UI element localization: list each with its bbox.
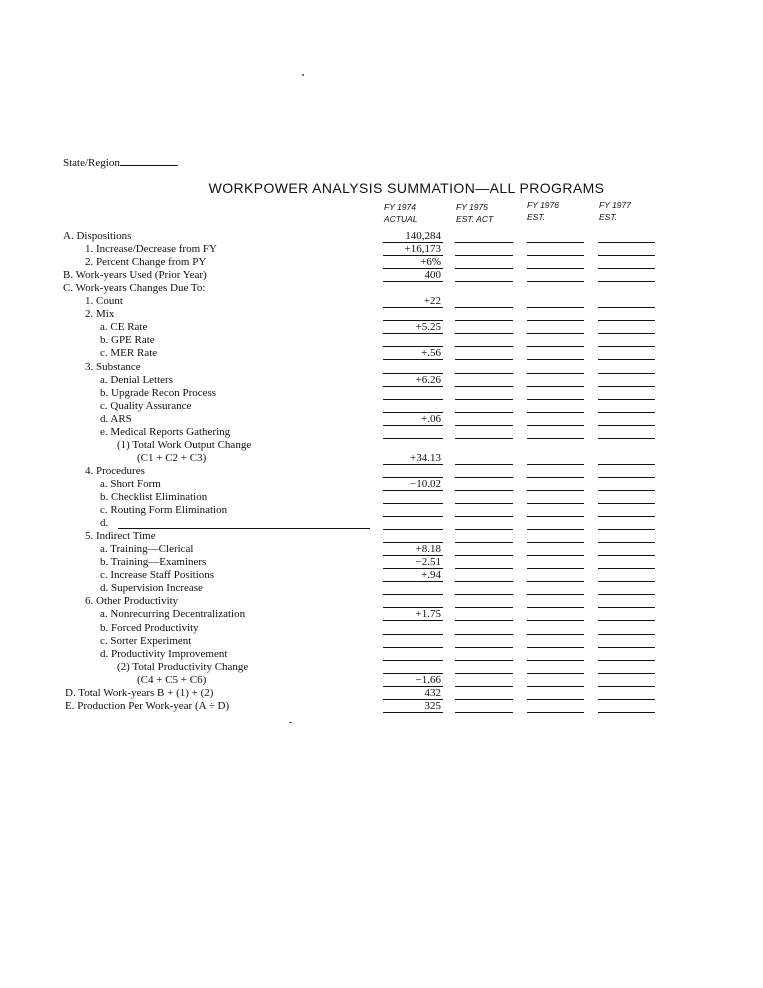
column-header-fy1976: FY 1976 EST. [527,200,559,222]
row-label: 1. Increase/Decrease from FY [85,243,217,256]
value-cell-fy1974[interactable] [383,648,443,661]
row-label: c. Routing Form Elimination [100,504,228,517]
value-cell-fy1977[interactable] [598,426,655,439]
row-label: c. MER Rate [100,347,158,360]
value-cell-fy1974[interactable] [383,308,443,321]
value-cell-fy1975[interactable] [455,687,513,700]
scan-speck [302,74,304,76]
table-row [0,387,763,400]
value-cell-fy1977[interactable] [598,543,655,556]
value-cell-fy1975[interactable] [455,674,513,687]
row-label: d. [100,517,109,530]
value-cell-fy1974[interactable] [383,635,443,648]
value-cell-fy1976[interactable] [527,308,584,321]
value-cell-fy1975[interactable] [455,478,513,491]
row-label: a. CE Rate [100,321,148,334]
table-row [0,243,763,256]
value-cell-fy1976[interactable] [527,334,584,347]
value-cell-fy1974[interactable] [383,556,443,569]
table-row [0,700,763,713]
value-cell-fy1976[interactable] [527,269,584,282]
value-text: +8.18 [415,543,441,556]
value-cell-fy1975[interactable] [455,556,513,569]
blank-entry-line[interactable] [118,528,370,529]
table-row [0,282,763,295]
value-text [441,622,443,634]
row-label: 1. Count [85,295,123,308]
value-cell-fy1975[interactable] [455,230,513,243]
table-row [0,439,763,452]
value-cell-fy1975[interactable] [455,543,513,556]
value-text [441,517,443,529]
value-cell-fy1977[interactable] [598,478,655,491]
value-cell-fy1975[interactable] [455,413,513,426]
value-cell-fy1977[interactable] [598,582,655,595]
table-row [0,582,763,595]
value-cell-fy1976[interactable] [527,295,584,308]
row-label: c. Quality Assurance [100,399,192,412]
value-cell-fy1975[interactable] [455,361,513,374]
value-cell-fy1974[interactable] [383,230,443,243]
value-text: −10.02 [410,477,441,490]
value-cell-fy1974[interactable] [383,687,443,700]
value-cell-fy1976[interactable] [527,595,584,608]
row-label: 3. Substance [85,360,141,373]
value-cell-fy1974[interactable] [383,700,443,713]
value-cell-fy1977[interactable] [598,556,655,569]
row-label: 6. Other Productivity [85,595,179,608]
value-cell-fy1977[interactable] [598,517,655,530]
value-cell-fy1976[interactable] [527,387,584,400]
value-cell-fy1974[interactable] [383,491,443,504]
table-row [0,608,763,621]
row-label: (C4 + C5 + C6) [137,673,207,686]
value-text: 400 [424,269,441,282]
value-cell-fy1974[interactable] [383,387,443,400]
value-cell-fy1975[interactable] [455,334,513,347]
value-cell-fy1974[interactable] [383,295,443,308]
value-cell-fy1974[interactable] [383,334,443,347]
value-cell-fy1977[interactable] [598,295,655,308]
column-header-fy1975: FY 1975 EST. ACT [456,202,494,224]
table-row [0,556,763,569]
value-cell-fy1977[interactable] [598,243,655,256]
value-cell-fy1974[interactable] [383,347,443,360]
table-row [0,426,763,439]
value-text: +.06 [421,412,441,425]
value-cell-fy1976[interactable] [527,478,584,491]
table-row [0,361,763,374]
row-label: b. Checklist Elimination [100,491,208,503]
value-cell-fy1974[interactable] [383,504,443,517]
value-cell-fy1975[interactable] [455,321,513,334]
table-row [0,687,763,700]
value-cell-fy1975[interactable] [455,347,513,360]
value-cell-fy1977[interactable] [598,269,655,282]
row-label: c. Sorter Experiment [100,634,192,647]
value-cell-fy1975[interactable] [455,256,513,269]
table-row [0,543,763,556]
row-label: D. Total Work-years B + (1) + (2) [65,686,214,699]
value-cell-fy1977[interactable] [598,413,655,426]
value-text: +.56 [421,347,441,360]
value-cell-fy1977[interactable] [598,622,655,635]
value-cell-fy1976[interactable] [527,452,584,465]
value-text [441,648,443,660]
row-label: a. Training—Clerical [100,543,194,556]
value-cell-fy1977[interactable] [598,504,655,517]
table-row [0,413,763,426]
value-text: 325 [424,699,441,712]
row-label: d. ARS [100,412,132,425]
value-cell-fy1974[interactable] [383,517,443,530]
value-cell-fy1977[interactable] [598,374,655,387]
value-cell-fy1976[interactable] [527,608,584,621]
value-cell-fy1975[interactable] [455,700,513,713]
value-cell-fy1976[interactable] [527,530,584,543]
value-text [441,400,443,412]
value-cell-fy1975[interactable] [455,569,513,582]
value-cell-fy1976[interactable] [527,426,584,439]
value-cell-fy1975[interactable] [455,530,513,543]
value-text: −1.66 [415,673,441,686]
value-cell-fy1974[interactable] [383,400,443,413]
value-cell-fy1975[interactable] [455,400,513,413]
table-row [0,230,763,243]
row-label: e. Medical Reports Gathering [100,425,231,438]
state-region-label: State/Region [63,157,120,169]
value-text [441,530,443,542]
state-region-blank[interactable] [120,155,178,166]
value-cell-fy1977[interactable] [598,491,655,504]
value-text: +34.13 [410,451,441,464]
table-row [0,465,763,478]
value-cell-fy1976[interactable] [527,674,584,687]
value-text [441,595,443,607]
value-cell-fy1974[interactable] [383,622,443,635]
value-cell-fy1975[interactable] [455,295,513,308]
value-cell-fy1976[interactable] [527,256,584,269]
value-cell-fy1976[interactable] [527,413,584,426]
value-cell-fy1974[interactable] [383,478,443,491]
table-row [0,295,763,308]
value-cell-fy1974[interactable] [383,243,443,256]
value-text [441,387,443,399]
value-cell-fy1976[interactable] [527,700,584,713]
row-label: 5. Indirect Time [85,530,156,543]
row-label: a. Denial Letters [100,373,173,386]
table-row [0,347,763,360]
table-row [0,256,763,269]
value-cell-fy1977[interactable] [598,334,655,347]
value-text: +5.25 [415,321,441,334]
value-cell-fy1977[interactable] [598,530,655,543]
value-cell-fy1977[interactable] [598,308,655,321]
value-cell-fy1974[interactable] [383,595,443,608]
table-row [0,622,763,635]
table-row [0,648,763,661]
row-label: c. Increase Staff Positions [100,569,215,582]
value-cell-fy1977[interactable] [598,608,655,621]
value-text: 140,284 [405,230,441,242]
value-cell-fy1977[interactable] [598,674,655,687]
row-label: d. Productivity Improvement [100,647,228,660]
value-cell-fy1974[interactable] [383,452,443,465]
value-cell-fy1974[interactable] [383,374,443,387]
value-cell-fy1975[interactable] [455,635,513,648]
value-cell-fy1976[interactable] [527,321,584,334]
value-cell-fy1975[interactable] [455,608,513,621]
value-cell-fy1974[interactable] [383,413,443,426]
column-header-fy1977: FY 1977 EST. [599,200,631,222]
value-text [441,334,443,346]
table-row [0,517,763,530]
value-cell-fy1976[interactable] [527,504,584,517]
value-cell-fy1977[interactable] [598,361,655,374]
table-row [0,491,763,504]
value-cell-fy1974[interactable] [383,608,443,621]
value-cell-fy1976[interactable] [527,543,584,556]
value-text [441,635,443,647]
value-cell-fy1976[interactable] [527,569,584,582]
value-cell-fy1974[interactable] [383,661,443,674]
row-label: E. Production Per Work-year (A ÷ D) [65,699,230,712]
value-cell-fy1977[interactable] [598,569,655,582]
row-label: 2. Mix [85,308,115,321]
table-row [0,400,763,413]
table-row [0,661,763,674]
table-row [0,478,763,491]
value-cell-fy1975[interactable] [455,243,513,256]
page-title: WORKPOWER ANALYSIS SUMMATION—ALL PROGRAMS [208,180,605,196]
state-region-field[interactable] [63,155,178,169]
value-cell-fy1974[interactable] [383,256,443,269]
value-cell-fy1977[interactable] [598,700,655,713]
value-cell-fy1977[interactable] [598,648,655,661]
value-cell-fy1976[interactable] [527,635,584,648]
table-row [0,269,763,282]
value-cell-fy1974[interactable] [383,269,443,282]
row-label: 4. Procedures [85,464,145,477]
value-cell-fy1974[interactable] [383,530,443,543]
value-cell-fy1976[interactable] [527,556,584,569]
value-cell-fy1975[interactable] [455,595,513,608]
table-row [0,674,763,687]
value-cell-fy1976[interactable] [527,687,584,700]
value-cell-fy1976[interactable] [527,661,584,674]
row-label: a. Nonrecurring Decentralization [100,608,246,621]
table-row [0,321,763,334]
row-label: b. GPE Rate [100,334,155,347]
value-cell-fy1976[interactable] [527,582,584,595]
value-cell-fy1977[interactable] [598,687,655,700]
value-cell-fy1974[interactable] [383,321,443,334]
value-cell-fy1974[interactable] [383,465,443,478]
row-label: (1) Total Work Output Change [117,438,252,451]
value-cell-fy1974[interactable] [383,569,443,582]
value-cell-fy1977[interactable] [598,661,655,674]
value-cell-fy1975[interactable] [455,504,513,517]
value-cell-fy1976[interactable] [527,230,584,243]
row-label: (2) Total Productivity Change [117,660,249,673]
row-label: A. Dispositions [63,230,132,242]
value-cell-fy1975[interactable] [455,426,513,439]
value-cell-fy1976[interactable] [527,648,584,661]
value-cell-fy1977[interactable] [598,347,655,360]
value-cell-fy1974[interactable] [383,361,443,374]
value-text [441,661,443,673]
value-text [441,308,443,320]
value-cell-fy1975[interactable] [455,491,513,504]
value-cell-fy1974[interactable] [383,674,443,687]
value-cell-fy1977[interactable] [598,595,655,608]
row-label: b. Forced Productivity [100,621,199,634]
table-row [0,595,763,608]
value-text: 432 [424,686,441,699]
value-text [441,426,443,438]
value-cell-fy1975[interactable] [455,308,513,321]
value-cell-fy1974[interactable] [383,582,443,595]
row-label: (C1 + C2 + C3) [137,451,207,464]
row-label: b. Upgrade Recon Process [100,386,217,399]
value-cell-fy1976[interactable] [527,465,584,478]
value-cell-fy1975[interactable] [455,269,513,282]
row-label: a. Short Form [100,477,161,490]
value-text [441,465,443,477]
value-cell-fy1977[interactable] [598,400,655,413]
row-label: 2. Percent Change from PY [85,256,207,269]
value-cell-fy1977[interactable] [598,230,655,243]
value-cell-fy1976[interactable] [527,622,584,635]
value-cell-fy1976[interactable] [527,347,584,360]
scan-speck [289,722,292,723]
table-row [0,334,763,347]
value-cell-fy1975[interactable] [455,648,513,661]
value-cell-fy1977[interactable] [598,321,655,334]
table-row [0,374,763,387]
column-header-fy1974: FY 1974 ACTUAL [384,202,418,224]
value-cell-fy1975[interactable] [455,661,513,674]
row-label: B. Work-years Used (Prior Year) [63,269,207,282]
row-label: C. Work-years Changes Due To: [63,282,206,295]
value-text: −2.51 [415,556,441,569]
value-cell-fy1977[interactable] [598,256,655,269]
value-text: +6% [420,256,441,269]
table-row [0,308,763,321]
value-cell-fy1975[interactable] [455,622,513,635]
value-text [441,361,443,373]
value-cell-fy1975[interactable] [455,582,513,595]
value-cell-fy1974[interactable] [383,543,443,556]
value-cell-fy1977[interactable] [598,465,655,478]
value-text: +6.26 [415,373,441,386]
value-cell-fy1976[interactable] [527,361,584,374]
value-cell-fy1976[interactable] [527,243,584,256]
value-text: +22 [423,295,441,308]
row-label: d. Supervision Increase [100,582,203,595]
table-row [0,530,763,543]
table-row [0,635,763,648]
value-text [441,582,443,594]
table-row [0,452,763,465]
value-cell-fy1974[interactable] [383,426,443,439]
value-cell-fy1975[interactable] [455,465,513,478]
value-cell-fy1975[interactable] [455,517,513,530]
value-cell-fy1977[interactable] [598,387,655,400]
value-text: +.94 [421,569,441,582]
row-label: b. Training—Examiners [100,556,207,569]
value-text: +16,173 [404,243,441,256]
value-text [441,504,443,516]
value-cell-fy1976[interactable] [527,374,584,387]
value-cell-fy1975[interactable] [455,374,513,387]
value-cell-fy1976[interactable] [527,400,584,413]
table-row [0,569,763,582]
value-text: +1.75 [415,608,441,621]
value-cell-fy1976[interactable] [527,491,584,504]
value-cell-fy1977[interactable] [598,635,655,648]
value-text [441,491,443,503]
value-cell-fy1975[interactable] [455,452,513,465]
value-cell-fy1977[interactable] [598,452,655,465]
table-row [0,504,763,517]
value-cell-fy1976[interactable] [527,517,584,530]
value-cell-fy1975[interactable] [455,387,513,400]
